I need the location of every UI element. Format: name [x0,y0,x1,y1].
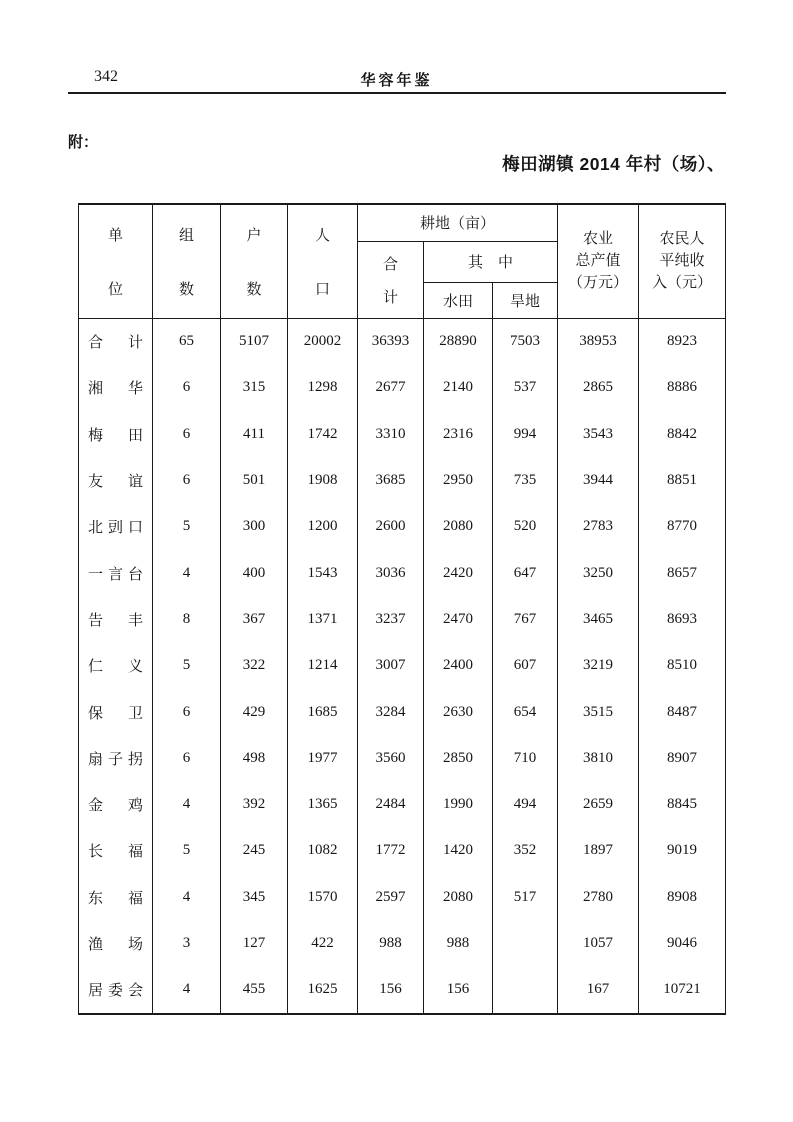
cell-households: 455 [221,967,288,1014]
cell-households: 392 [221,781,288,827]
cell-agri-output: 1897 [558,828,639,874]
cell-land-total: 1772 [358,828,424,874]
cell-groups: 6 [153,365,221,411]
table-row [79,596,726,642]
cell-land-total: 3237 [358,596,424,642]
cell-income: 8923 [639,318,726,365]
col-header-households [221,204,288,318]
row-unit-label: 一言台 [79,550,153,596]
cell-population: 1298 [288,365,358,411]
row-unit-label: 告丰 [79,596,153,642]
cell-households: 367 [221,596,288,642]
cell-land-total: 2484 [358,781,424,827]
cell-dryland: 735 [493,457,558,503]
col-header-agri-output-line: 农业 [583,231,614,248]
cell-land-total: 3310 [358,411,424,457]
col-header-population-line: 人 [314,227,330,244]
cell-groups: 4 [153,550,221,596]
cell-dryland [493,920,558,966]
cell-income: 10721 [639,967,726,1014]
cell-population: 1371 [288,596,358,642]
cell-groups: 6 [153,411,221,457]
cell-population: 20002 [288,318,358,365]
attachment-label: 附： [68,134,99,151]
cell-dryland: 517 [493,874,558,920]
table-row [79,457,726,503]
table-row [79,967,726,1014]
cell-population: 1685 [288,689,358,735]
cell-population: 1543 [288,550,358,596]
table-row [79,318,726,365]
cell-land-total: 36393 [358,318,424,365]
cell-paddy: 1420 [424,828,493,874]
cell-dryland: 994 [493,411,558,457]
cell-agri-output: 2780 [558,874,639,920]
cell-income: 8851 [639,457,726,503]
cell-groups: 5 [153,643,221,689]
cell-households: 411 [221,411,288,457]
cell-paddy: 2080 [424,874,493,920]
table-row [79,781,726,827]
cell-agri-output: 1057 [558,920,639,966]
cell-income: 8657 [639,550,726,596]
row-unit-label: 仁义 [79,643,153,689]
cell-population: 1908 [288,457,358,503]
cell-land-total: 3036 [358,550,424,596]
cell-income: 9046 [639,920,726,966]
cell-income: 8487 [639,689,726,735]
cell-dryland: 7503 [493,318,558,365]
cell-dryland: 654 [493,689,558,735]
cell-agri-output: 3810 [558,735,639,781]
col-header-income-line: 入（元） [652,275,713,292]
table-title: 梅田湖镇 2014 年村（场）、 [502,154,725,174]
cell-households: 322 [221,643,288,689]
cell-dryland: 520 [493,504,558,550]
cell-households: 501 [221,457,288,503]
cell-land-total: 2677 [358,365,424,411]
cell-agri-output: 3219 [558,643,639,689]
col-header-unit [79,204,153,318]
col-header-income-line: 农民人 [659,231,705,248]
cell-income: 8510 [639,643,726,689]
cell-income: 8907 [639,735,726,781]
col-header-income-line: 平纯收 [659,253,705,270]
cell-agri-output: 3250 [558,550,639,596]
cell-population: 1365 [288,781,358,827]
cell-paddy: 2950 [424,457,493,503]
cell-income: 8842 [639,411,726,457]
header-divider [68,92,726,94]
cell-agri-output: 2865 [558,365,639,411]
cell-population: 1214 [288,643,358,689]
table-row [79,504,726,550]
cell-households: 5107 [221,318,288,365]
cell-groups: 6 [153,735,221,781]
cell-agri-output: 3944 [558,457,639,503]
col-header-households-line: 户 [246,227,262,244]
cell-dryland: 352 [493,828,558,874]
col-header-paddy: 水田 [424,282,493,318]
cell-households: 498 [221,735,288,781]
cell-paddy: 2316 [424,411,493,457]
cell-land-total: 3007 [358,643,424,689]
cell-paddy: 28890 [424,318,493,365]
table-row [79,920,726,966]
cell-households: 429 [221,689,288,735]
cell-land-total: 3560 [358,735,424,781]
col-header-cultivated-land: 耕地（亩） [358,204,558,241]
col-header-groups-line: 组 [178,227,194,244]
col-header-population-line: 口 [314,281,330,298]
cell-paddy: 2140 [424,365,493,411]
col-header-agri-output-line: 总产值 [575,253,621,270]
cell-population: 1977 [288,735,358,781]
cell-households: 345 [221,874,288,920]
col-header-unit-line: 单 [107,227,123,244]
col-header-land-total [358,241,424,318]
row-unit-label: 友谊 [79,457,153,503]
row-unit-label: 保卫 [79,689,153,735]
cell-dryland [493,967,558,1014]
cell-dryland: 607 [493,643,558,689]
cell-population: 1200 [288,504,358,550]
cell-groups: 3 [153,920,221,966]
cell-land-total: 3685 [358,457,424,503]
table-row [79,411,726,457]
cell-paddy: 2470 [424,596,493,642]
cell-paddy: 156 [424,967,493,1014]
cell-land-total: 2600 [358,504,424,550]
cell-population: 1742 [288,411,358,457]
cell-population: 1625 [288,967,358,1014]
col-header-population [288,204,358,318]
cell-agri-output: 38953 [558,318,639,365]
cell-paddy: 988 [424,920,493,966]
cell-groups: 4 [153,874,221,920]
cell-land-total: 156 [358,967,424,1014]
cell-households: 245 [221,828,288,874]
row-unit-label: 东福 [79,874,153,920]
page-number: 342 [94,68,118,85]
cell-groups: 5 [153,828,221,874]
cell-households: 300 [221,504,288,550]
col-header-agri-output [558,204,639,318]
cell-agri-output: 3465 [558,596,639,642]
cell-paddy: 1990 [424,781,493,827]
cell-groups: 4 [153,781,221,827]
cell-households: 400 [221,550,288,596]
cell-agri-output: 167 [558,967,639,1014]
cell-population: 1570 [288,874,358,920]
table-row [79,735,726,781]
cell-paddy: 2630 [424,689,493,735]
cell-groups: 65 [153,318,221,365]
cell-population: 422 [288,920,358,966]
cell-population: 1082 [288,828,358,874]
cell-dryland: 710 [493,735,558,781]
cell-agri-output: 3543 [558,411,639,457]
cell-income: 8886 [639,365,726,411]
cell-groups: 4 [153,967,221,1014]
cell-groups: 6 [153,689,221,735]
col-header-agri-output-line: （万元） [568,275,629,292]
row-unit-label: 北剅口 [79,504,153,550]
table-row [79,828,726,874]
row-unit-label: 渔场 [79,920,153,966]
cell-dryland: 767 [493,596,558,642]
col-header-dryland: 旱地 [493,282,558,318]
cell-groups: 5 [153,504,221,550]
cell-paddy: 2400 [424,643,493,689]
cell-income: 8845 [639,781,726,827]
col-header-unit-line: 位 [107,281,123,298]
cell-households: 315 [221,365,288,411]
cell-income: 8693 [639,596,726,642]
cell-dryland: 494 [493,781,558,827]
table-row [79,689,726,735]
cell-households: 127 [221,920,288,966]
table-body [79,318,726,1014]
cell-agri-output: 2783 [558,504,639,550]
cell-dryland: 537 [493,365,558,411]
cell-paddy: 2080 [424,504,493,550]
row-unit-label: 长福 [79,828,153,874]
cell-dryland: 647 [493,550,558,596]
col-header-land-total-line: 合 [382,256,398,273]
cell-land-total: 2597 [358,874,424,920]
col-header-groups-line: 数 [178,281,194,298]
row-unit-label: 扇子拐 [79,735,153,781]
col-header-income [639,204,726,318]
table-row [79,365,726,411]
table-row [79,874,726,920]
table-header [79,204,726,318]
table-row [79,643,726,689]
cell-paddy: 2420 [424,550,493,596]
col-header-groups [153,204,221,318]
cell-groups: 6 [153,457,221,503]
row-unit-label: 湘华 [79,365,153,411]
row-unit-label: 金鸡 [79,781,153,827]
cell-groups: 8 [153,596,221,642]
cell-paddy: 2850 [424,735,493,781]
col-header-households-line: 数 [246,281,262,298]
cell-land-total: 988 [358,920,424,966]
cell-income: 9019 [639,828,726,874]
row-unit-label: 合计 [79,318,153,365]
cell-income: 8770 [639,504,726,550]
statistics-table [78,203,726,1015]
table-row [79,550,726,596]
col-header-land-total-line: 计 [382,289,398,306]
cell-income: 8908 [639,874,726,920]
cell-land-total: 3284 [358,689,424,735]
row-unit-label: 梅田 [79,411,153,457]
col-header-of-which: 其 中 [424,241,558,282]
running-head-title: 华容年鉴 [360,73,433,89]
row-unit-label: 居委会 [79,967,153,1014]
cell-agri-output: 3515 [558,689,639,735]
cell-agri-output: 2659 [558,781,639,827]
